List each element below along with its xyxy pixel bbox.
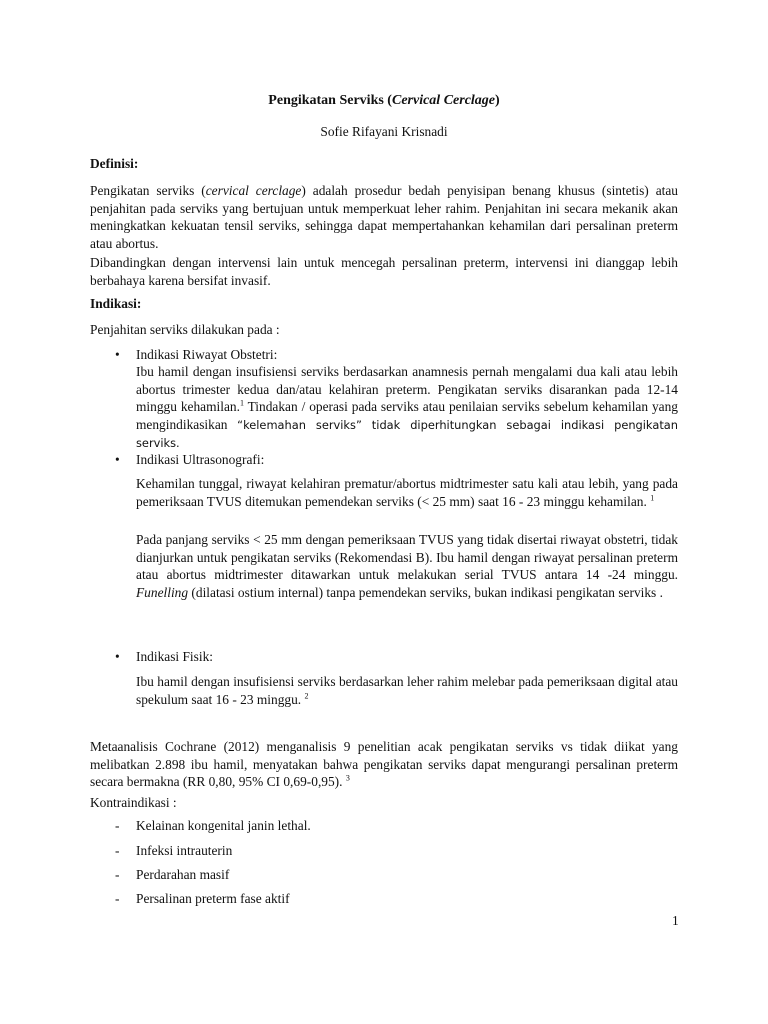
list-item: Perdarahan masif [136,867,230,882]
bullet-icon: • [115,452,120,467]
page-title: Pengikatan Serviks (Cervical Cerclage) [268,93,500,108]
usg-paragraph-2: Pada panjang serviks < 25 mm dengan pemeriksaan TVUS yang tidak disertai riwayat obstetri, tidak dianjurkan untuk pengikatan serviks (Rekomendasi B). Ibu hamil dengan riwayat persalinan preterm atau abortus midtrimester ditawarkan untuk melakukan serial TVUS antara 14 -24 minggu. Funelling (dilatasi ostium internal) tanpa pemendekan serviks, bukan indikasi pengikatan serviks . [136,532,678,600]
indikasi-heading: Indikasi: [90,296,142,311]
bullet-icon: • [115,649,120,664]
dash-marker: - [115,867,120,882]
usg-paragraph-1: Kehamilan tunggal, riwayat kelahiran prematur/abortus midtrimester satu kali atau lebih, yang pada pemeriksaan TVUS ditemukan pemendekan serviks (< 25 mm) saat 16 - 23 minggu kehamilan. $^1$ [136,476,678,509]
list-item: Persalinan preterm fase aktif [136,891,290,906]
obstetri-title: Indikasi Riwayat Obstetri: [136,347,278,362]
metaanalysis-paragraph: Metaanalisis Cochrane (2012) menganalisis 9 penelitian acak pengikatan serviks vs tidak diikat yang melibatkan 2.898 ibu hamil, menyatakan bahwa pengikatan serviks dapat mengurangi persalinan preterm secara bermakna (RR 0,80, 95% CI 0,69-0,95). $^3$ [90,739,678,789]
dash-marker: - [115,891,120,906]
page-number: 1 [672,913,679,928]
dash-marker: - [115,843,120,858]
definisi-heading: Definisi: [90,156,139,171]
dash-marker: - [115,818,120,833]
list-item: Infeksi intrauterin [136,843,233,858]
author-name: Sofie Rifayani Krisnadi [320,124,448,139]
fisik-title: Indikasi Fisik: [136,649,214,664]
kontraindikasi-heading: Kontraindikasi : [90,795,177,810]
bullet-icon: • [115,347,120,362]
fisik-text: Ibu hamil dengan insufisiensi serviks berdasarkan leher rahim melebar pada pemeriksaan digital atau spekulum saat 16 - 23 minggu. $^2$ [136,674,678,707]
definisi-paragraph-1: Pengikatan serviks (cervical cerclage) adalah prosedur bedah penyisipan benang khusus (sintetis) atau penjahitan pada serviks yang bertujuan untuk memperkuat leher rahim. Penjahitan ini secara mekanik akan meningkatkan kekuatan tensil serviks, sehingga dapat mempertahankan kehamilan dari persalinan preterm atau abortus. [90,183,678,251]
usg-title: Indikasi Ultrasonografi: [136,452,265,467]
list-item: Kelainan kongenital janin lethal. [136,818,311,833]
definisi-paragraph-2: Dibandingkan dengan intervensi lain untuk mencegah persalinan preterm, intervensi ini dianggap lebih berbahaya karena bersifat invasif. [90,255,678,288]
obstetri-text: Ibu hamil dengan insufisiensi serviks berdasarkan anamnesis pernah mengalami dua kali atau lebih abortus trimester kedua dan/atau kelahiran preterm. Pengikatan serviks disarankan pada 12-14 minggu kehamilan.$^1$ Tindakan / operasi pada serviks atau penilaian serviks sebelum kehamilan yang mengindikasikan “kelemahan serviks” tidak diperhitungkan sebagai indikasi pengikatan serviks. [136,364,678,450]
indikasi-intro: Penjahitan serviks dilakukan pada : [90,322,280,337]
